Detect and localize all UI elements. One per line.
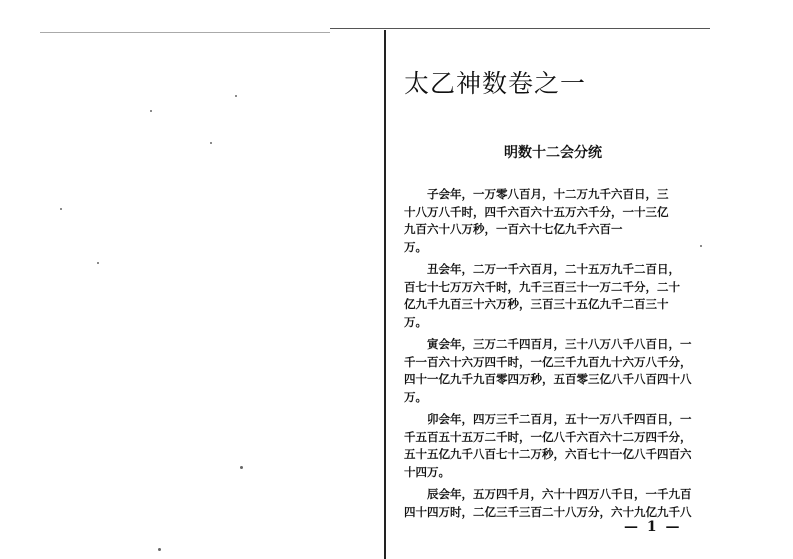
scan-speck: [235, 95, 237, 97]
text-line: 万。: [404, 389, 427, 404]
text-line: 五十五亿九千八百七十二万秒，六百七十一亿八千四百六: [404, 447, 692, 461]
scan-speck: [158, 548, 161, 551]
paragraph-chen: [404, 486, 696, 521]
paragraph-mao: [404, 411, 696, 481]
text-line: 千一百六十六万四千时，一亿三千九百九十六万八千分，: [404, 354, 692, 369]
text-line: 四十四万时，二亿三千三百二十八万分，六十九亿九千八: [404, 504, 692, 519]
text-line: 卯会年，四万三千二百月，五十一万八千四百日，一: [427, 412, 692, 426]
paragraph-chou: [404, 261, 696, 331]
text-line: 四十一亿九千九百零四万秒，五百零三亿八千八百四十八: [404, 372, 692, 386]
scan-speck: [60, 208, 62, 210]
scan-speck: [97, 262, 99, 264]
section-title: 明数十二会分统: [504, 145, 602, 161]
text-line: 亿九千九百三十六万秒，三百三十五亿九千二百三十: [404, 297, 669, 311]
text-line: 百七十七万万六千时，九千三百三十一万二千分，二十: [404, 279, 680, 294]
scan-speck: [210, 142, 212, 144]
scan-speck: [150, 110, 152, 112]
text-line: 十八万八千时，四千六百六十五万六千分，一十三亿: [404, 204, 669, 219]
text-line: 十四万。: [404, 464, 450, 479]
chapter-title: 太乙神数卷之一: [404, 69, 587, 98]
text-line: 辰会年，五万四千月，六十十四万八千日，一千九百: [427, 487, 692, 501]
paragraph-yin: [404, 336, 696, 406]
scan-speck: [240, 466, 243, 469]
body-text: [404, 186, 696, 526]
left-page-blank: [0, 0, 385, 559]
paragraph-zi: [404, 186, 696, 256]
text-line: 万。: [404, 314, 427, 329]
text-line: 子会年，一万零八百月，十二万九千六百日，三: [427, 187, 669, 201]
text-line: 九百六十八万秒，一百六十七亿九千六百一: [404, 222, 623, 236]
text-line: 千五百五十五万二千时，一亿八千六百六十二万四千分，: [404, 429, 692, 444]
page-number: — 1 —: [624, 519, 682, 535]
top-rule-left: [40, 32, 330, 33]
right-page: [386, 0, 793, 559]
text-line: 万。: [404, 239, 427, 254]
text-line: 丑会年，二万一千六百月，二十五万九千二百日，: [427, 262, 680, 276]
text-line: 寅会年，三万二千四百月，三十八万八千八百日，一: [427, 337, 692, 351]
